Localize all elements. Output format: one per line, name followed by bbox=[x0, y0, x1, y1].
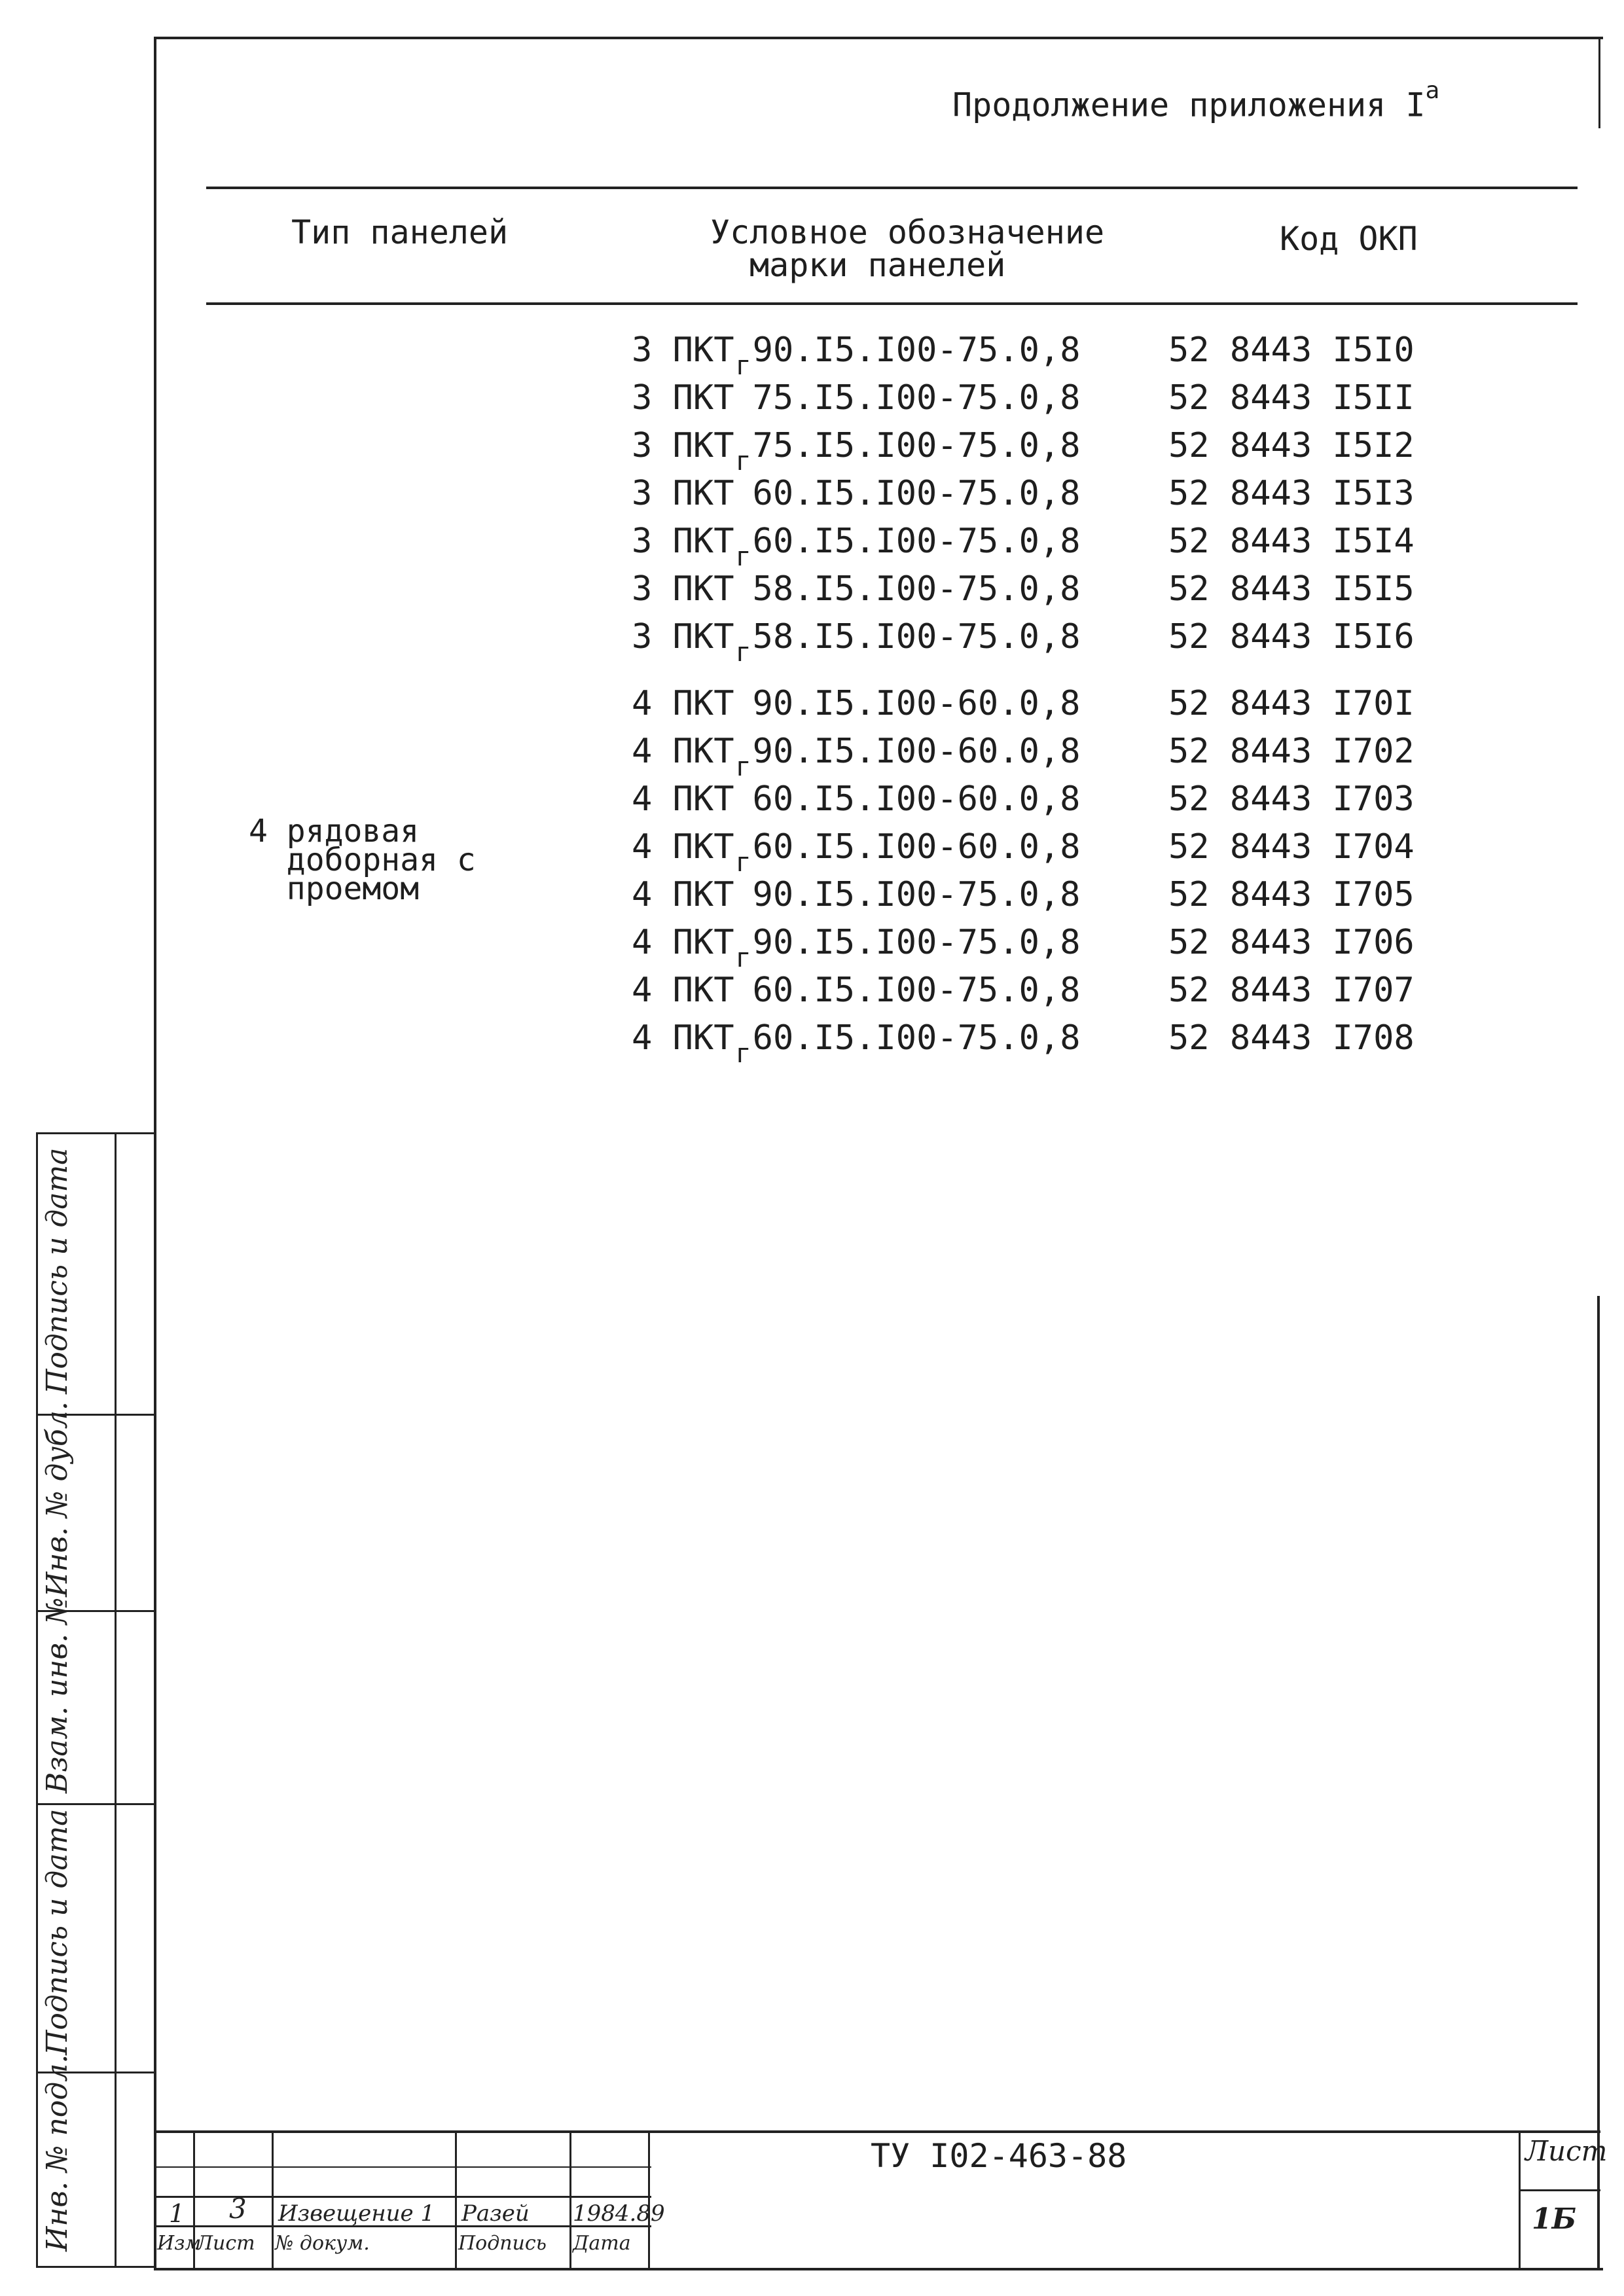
panel-mark-prefix: 3 ПКТ bbox=[632, 474, 734, 513]
tb-date-value: 1984.89 bbox=[573, 2200, 665, 2227]
frame-right-edge bbox=[1597, 1296, 1600, 2268]
panel-mark-prefix: 4 ПКТ bbox=[632, 684, 734, 723]
tb-label-doc: № докум. bbox=[275, 2232, 370, 2255]
panel-mark-prefix: 3 ПКТ bbox=[632, 617, 734, 656]
tb-label-sign: Подпись bbox=[458, 2232, 547, 2255]
title-block-row-line bbox=[154, 2166, 651, 2168]
panel-mark-rest: 60.I5.I00-75.0,8 bbox=[752, 1018, 1081, 1058]
panel-mark bbox=[632, 827, 1168, 876]
panel-mark-subscript: г bbox=[735, 542, 751, 572]
okp-code: 52 8443 I707 bbox=[1168, 971, 1415, 1010]
panel-mark bbox=[632, 522, 1168, 570]
table-row bbox=[632, 522, 1430, 570]
panel-mark bbox=[632, 378, 1168, 427]
okp-code: 52 8443 I5I6 bbox=[1168, 617, 1415, 656]
panel-mark-rest: 60.I5.I00-60.0,8 bbox=[752, 780, 1081, 819]
panel-mark-prefix: 4 ПКТ bbox=[632, 827, 734, 867]
title-block-top-line bbox=[154, 2130, 1600, 2133]
table-top-rule bbox=[206, 187, 1578, 189]
panel-mark-rest: 60.I5.I00-75.0,8 bbox=[752, 474, 1081, 513]
continuation-heading: Продолжение приложения $I^а$ bbox=[952, 77, 1440, 124]
panel-mark-rest: 60.I5.I00-60.0,8 bbox=[752, 827, 1081, 867]
panel-type-label: 4 рядовая доборная с проемом bbox=[249, 813, 476, 907]
okp-code: 52 8443 I706 bbox=[1168, 923, 1415, 962]
panel-mark-subscript: г bbox=[735, 752, 751, 782]
panel-mark bbox=[632, 732, 1168, 780]
sheet-number: 1Б bbox=[1532, 2202, 1577, 2236]
table-row bbox=[632, 827, 1430, 876]
panel-mark-rest: 60.I5.I00-75.0,8 bbox=[752, 971, 1081, 1010]
panel-mark-rest: 90.I5.I00-60.0,8 bbox=[752, 732, 1081, 771]
table-row bbox=[632, 617, 1430, 666]
panel-mark-prefix: 4 ПКТ bbox=[632, 1018, 734, 1058]
panel-mark bbox=[632, 426, 1168, 475]
panel-mark-prefix: 4 ПКТ bbox=[632, 971, 734, 1010]
panel-mark bbox=[632, 971, 1168, 1019]
okp-code: 52 8443 I703 bbox=[1168, 780, 1415, 819]
title-block-col-line bbox=[455, 2130, 457, 2268]
okp-code: 52 8443 I704 bbox=[1168, 827, 1415, 867]
tb-doc-value: Извещение 1 bbox=[278, 2200, 435, 2227]
sheet-label: Лист bbox=[1525, 2135, 1608, 2167]
table-row bbox=[632, 474, 1430, 522]
panel-mark bbox=[632, 875, 1168, 924]
panel-mark-rest: 90.I5.I00-75.0,8 bbox=[752, 875, 1081, 914]
col-header-mark-line1: Условное обозначение bbox=[710, 213, 1105, 251]
table-row bbox=[632, 569, 1430, 618]
okp-code: 52 8443 I702 bbox=[1168, 732, 1415, 771]
panel-mark-rest: 60.I5.I00-75.0,8 bbox=[752, 522, 1081, 561]
panel-mark-rest: 90.I5.I00-75.0,8 bbox=[752, 331, 1081, 370]
panel-mark bbox=[632, 474, 1168, 522]
okp-code: 52 8443 I705 bbox=[1168, 875, 1415, 914]
okp-code: 52 8443 I5I0 bbox=[1168, 331, 1415, 370]
title-block-col-line bbox=[648, 2130, 650, 2268]
table-header-rule bbox=[206, 302, 1578, 305]
panel-mark-prefix: 3 ПКТ bbox=[632, 522, 734, 561]
table-row bbox=[632, 780, 1430, 828]
table-row bbox=[632, 426, 1430, 475]
panel-mark bbox=[632, 1018, 1168, 1067]
tb-label-date: Дата bbox=[573, 2232, 631, 2255]
panel-mark-prefix: 3 ПКТ bbox=[632, 331, 734, 370]
panel-mark-prefix: 4 ПКТ bbox=[632, 875, 734, 914]
panel-mark-subscript: г bbox=[735, 446, 751, 476]
panel-mark-rest: 75.I5.I00-75.0,8 bbox=[752, 426, 1081, 465]
side-podpis-data-bottom: Подпись и дата bbox=[41, 1808, 74, 2055]
panel-mark-prefix: 4 ПКТ bbox=[632, 780, 734, 819]
panel-mark-rest: 75.I5.I00-75.0,8 bbox=[752, 378, 1081, 418]
table-row bbox=[632, 732, 1430, 780]
panel-mark bbox=[632, 569, 1168, 618]
table-row bbox=[632, 875, 1430, 924]
col-header-mark-line2: марки панелей bbox=[749, 246, 1006, 284]
title-block-col-line bbox=[1519, 2130, 1521, 2268]
document-code: ТУ I02-463-88 bbox=[871, 2137, 1127, 2175]
okp-code: 52 8443 I708 bbox=[1168, 1018, 1415, 1058]
panel-mark-rest: 90.I5.I00-60.0,8 bbox=[752, 684, 1081, 723]
panel-mark-subscript: г bbox=[735, 637, 751, 668]
panel-mark-subscript: г bbox=[735, 351, 751, 381]
table-row bbox=[632, 923, 1430, 971]
title-block-col-line bbox=[272, 2130, 274, 2268]
okp-code: 52 8443 I5I3 bbox=[1168, 474, 1415, 513]
panel-mark-subscript: г bbox=[735, 943, 751, 973]
table-row bbox=[632, 1018, 1430, 1067]
col-header-code: Код ОКП bbox=[1280, 220, 1418, 258]
table-row bbox=[632, 331, 1430, 379]
panel-mark bbox=[632, 780, 1168, 828]
side-podpis-data-top: Подпись и дата bbox=[41, 1147, 74, 1394]
okp-code: 52 8443 I5I5 bbox=[1168, 569, 1415, 609]
table-row bbox=[632, 684, 1430, 732]
title-block-row-line bbox=[1519, 2189, 1600, 2191]
panel-mark bbox=[632, 684, 1168, 732]
panel-mark-prefix: 4 ПКТ bbox=[632, 732, 734, 771]
tb-label-izm: Изм bbox=[157, 2232, 202, 2255]
panel-mark-prefix: 3 ПКТ bbox=[632, 378, 734, 418]
panel-mark-rest: 58.I5.I00-75.0,8 bbox=[752, 569, 1081, 609]
table-row bbox=[632, 378, 1430, 427]
title-block-row-line bbox=[154, 2196, 651, 2198]
title-block-col-line bbox=[569, 2130, 571, 2268]
col-header-type: Тип панелей bbox=[291, 213, 509, 251]
okp-code: 52 8443 I5I4 bbox=[1168, 522, 1415, 561]
panel-mark-rest: 58.I5.I00-75.0,8 bbox=[752, 617, 1081, 656]
panel-mark bbox=[632, 923, 1168, 971]
panel-mark-subscript: г bbox=[735, 848, 751, 878]
panel-mark-rest: 90.I5.I00-75.0,8 bbox=[752, 923, 1081, 962]
side-vzam-inv: Взам. инв. № bbox=[41, 1597, 74, 1793]
panel-mark-subscript: г bbox=[735, 1039, 751, 1069]
side-inv-dubl: Инв. № дубл. bbox=[41, 1401, 74, 1597]
tb-signature: Разей bbox=[461, 2200, 530, 2227]
okp-code: 52 8443 I5II bbox=[1168, 378, 1415, 418]
okp-code: 52 8443 I5I2 bbox=[1168, 426, 1415, 465]
panel-mark-prefix: 4 ПКТ bbox=[632, 923, 734, 962]
panel-mark-prefix: 3 ПКТ bbox=[632, 569, 734, 609]
panel-mark bbox=[632, 617, 1168, 666]
frame-right-edge-top bbox=[1598, 37, 1600, 128]
panel-mark bbox=[632, 331, 1168, 379]
table-row bbox=[632, 971, 1430, 1019]
tb-izm-value: 1 bbox=[169, 2199, 185, 2228]
tb-label-list: Лист bbox=[196, 2232, 255, 2255]
okp-code: 52 8443 I70I bbox=[1168, 684, 1415, 723]
side-inv-podl: Инв. № подл. bbox=[41, 2054, 74, 2251]
panel-mark-prefix: 3 ПКТ bbox=[632, 426, 734, 465]
tb-list-value: 3 bbox=[229, 2193, 247, 2225]
